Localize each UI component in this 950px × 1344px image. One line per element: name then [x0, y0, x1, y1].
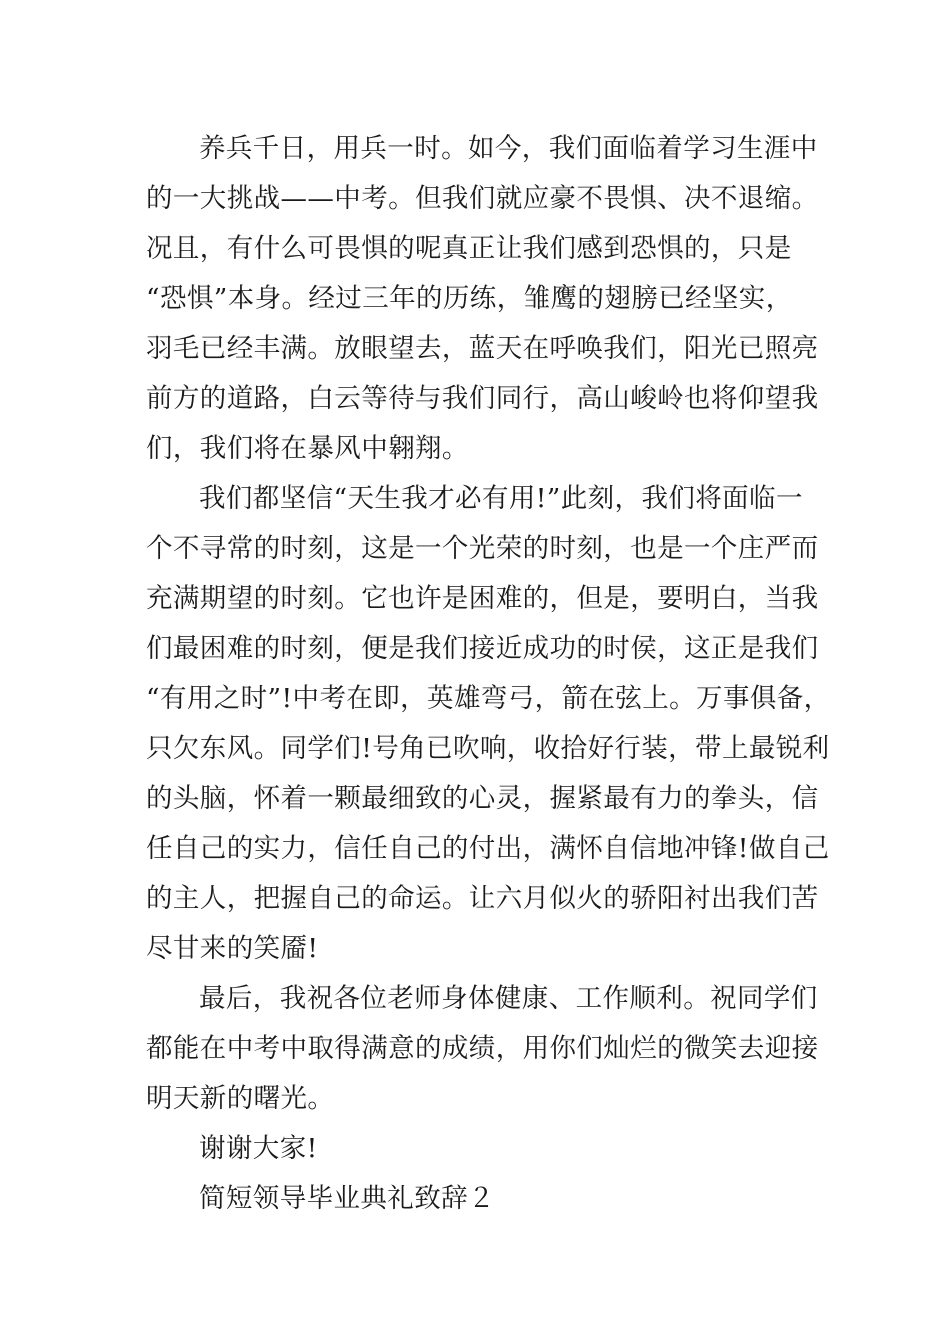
text-line: 充满期望的时刻。它也许是困难的，但是，要明白，当我: [146, 583, 819, 614]
text-line: 只欠东风。同学们!号角已吹响，收拾好行装，带上最锐利: [146, 733, 830, 764]
text-line: 任自己的实力，信任自己的付出，满怀自信地冲锋!做自己: [146, 833, 830, 864]
text-line: 明天新的曙光。: [146, 1083, 335, 1114]
text-line: 的头脑，怀着一颗最细致的心灵，握紧最有力的拳头，信: [146, 783, 819, 814]
text-line: 尽甘来的笑靥!: [146, 933, 319, 964]
text-line: 个不寻常的时刻，这是一个光荣的时刻，也是一个庄严而: [146, 533, 819, 564]
paragraph-preparation: [146, 124, 824, 474]
text-line: “有用之时”!中考在即，英雄弯弓，箭在弦上。万事俱备，: [146, 683, 831, 714]
text-line: 们，我们将在暴风中翱翔。: [146, 433, 469, 464]
text-line: 们最困难的时刻，便是我们接近成功的时侯，这正是我们: [146, 633, 819, 664]
closing-thanks: 谢谢大家!: [199, 1133, 318, 1164]
next-section-title: 简短领导毕业典礼致辞２: [199, 1183, 495, 1214]
text-line: 前方的道路，白云等待与我们同行，高山峻岭也将仰望我: [146, 383, 819, 414]
document-page: [146, 124, 831, 1224]
text-line: 养兵千日，用兵一时。如今，我们面临着学习生涯中: [199, 133, 818, 164]
text-line: 最后，我祝各位老师身体健康、工作顺利。祝同学们: [199, 983, 818, 1014]
text-line: 羽毛已经丰满。放眼望去，蓝天在呼唤我们，阳光已照亮: [146, 333, 819, 364]
text-line: 我们都坚信“天生我才必有用!”此刻，我们将面临一: [199, 483, 803, 514]
text-line: 的主人，把握自己的命运。让六月似火的骄阳衬出我们苦: [146, 883, 819, 914]
text-line: 况且，有什么可畏惧的呢真正让我们感到恐惧的，只是: [146, 233, 792, 264]
text-line: “恐惧”本身。经过三年的历练，雏鹰的翅膀已经坚实，: [146, 283, 793, 314]
text-line: 的一大挑战——中考。但我们就应豪不畏惧、决不退缩。: [146, 183, 819, 214]
paragraph-confidence: [146, 474, 831, 974]
text-line: 都能在中考中取得满意的成绩，用你们灿烂的微笑去迎接: [146, 1033, 819, 1064]
paragraph-wishes: [146, 974, 824, 1124]
